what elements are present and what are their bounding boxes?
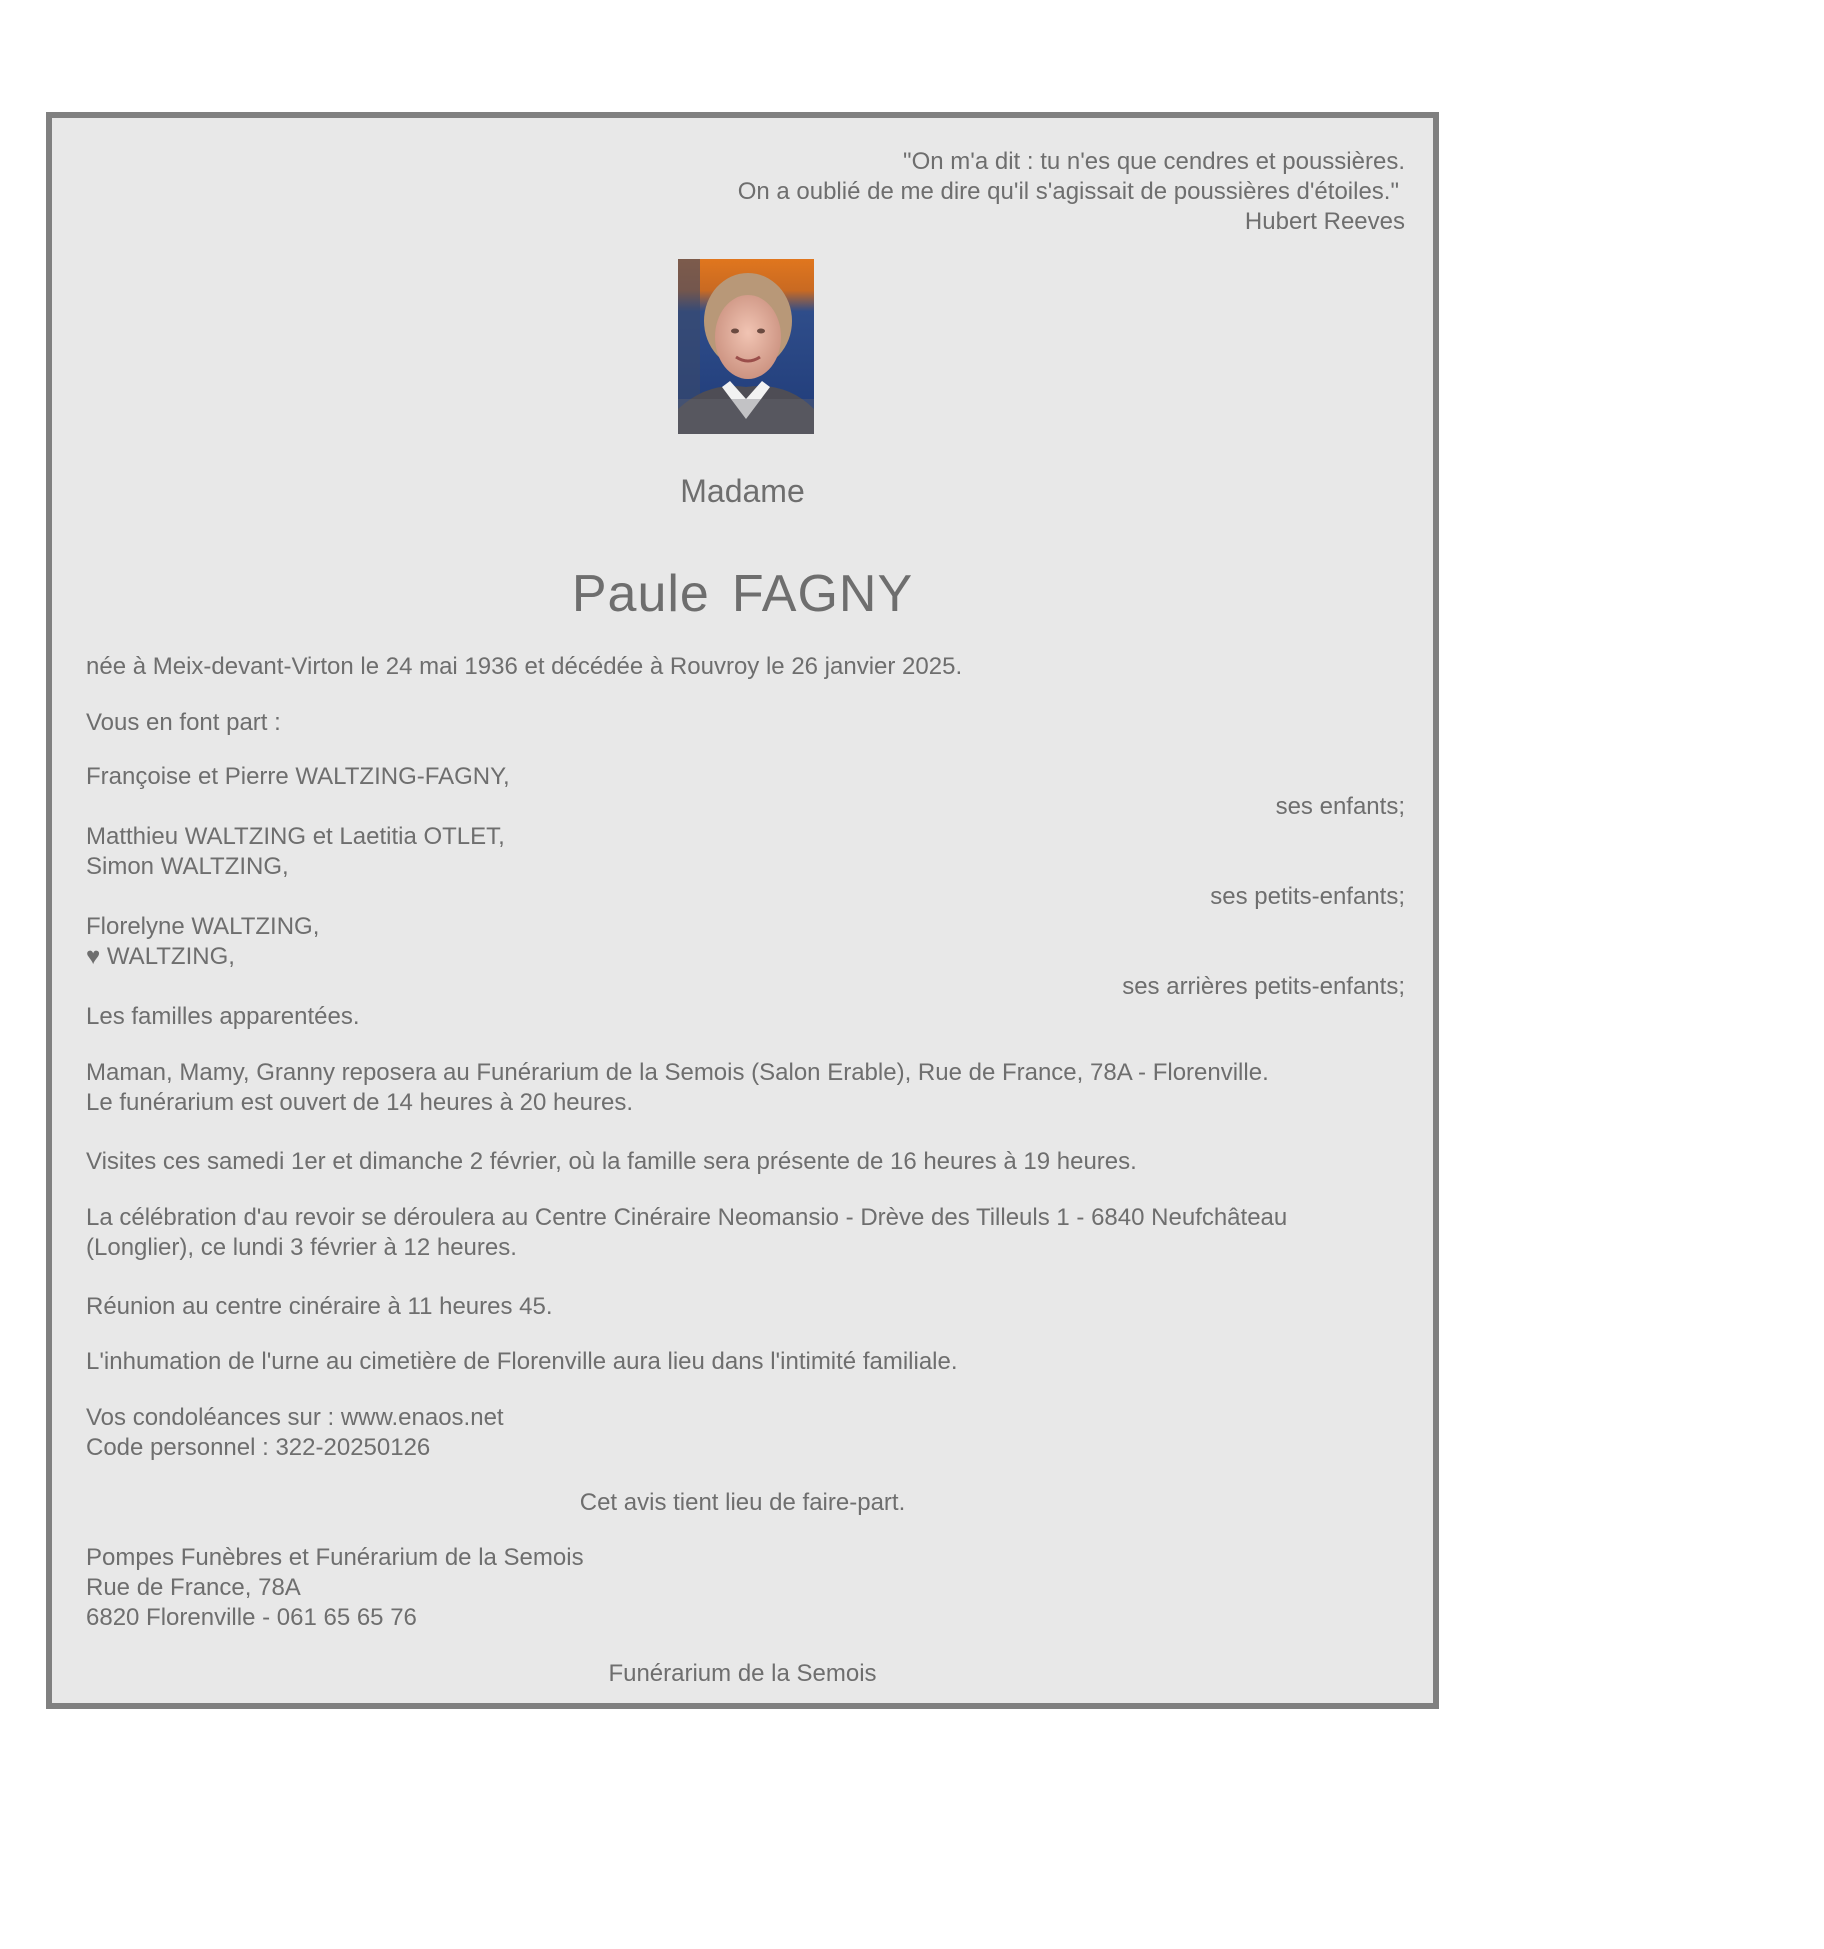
great-grandchild-line-1: Florelyne WALTZING, [86,913,320,940]
honorific-title: Madame [680,473,805,509]
portrait-photo [678,259,814,434]
quote-author: Hubert Reeves [1244,208,1405,235]
great-grandchildren-label: ses arrières petits-enfants; [1122,973,1405,1000]
ceremony-line-2: (Longlier), ce lundi 3 février à 12 heures. [86,1234,517,1261]
grandchild-line-1: Matthieu WALTZING et Laetitia OTLET, [86,823,505,850]
quote-line-1: "On m'a dit : tu n'es que cendres et poussières. [903,148,1405,175]
rest-line-2: Le funérarium est ouvert de 14 heures à 20 heures. [86,1089,634,1116]
condolences-line-1: Vos condoléances sur : www.enaos.net [86,1404,504,1431]
funeral-home-city-phone: 6820 Florenville - 061 65 65 76 [86,1604,417,1631]
birth-death-line: née à Meix-devant-Virton le 24 mai 1936 et décédée à Rouvroy le 26 janvier 2025. [86,653,963,680]
deceased-name [52,564,1433,624]
funeral-home-signature: Funérarium de la Semois [608,1660,877,1687]
meeting-line: Réunion au centre cinéraire à 11 heures 45. [86,1293,553,1320]
visits-line: Visites ces samedi 1er et dimanche 2 février, où la famille sera présente de 16 heures à 19 heures. [86,1148,1137,1175]
obituary-card [46,112,1439,1709]
burial-line: L'inhumation de l'urne au cimetière de Florenville aura lieu dans l'intimité familiale. [86,1348,958,1375]
funeral-home-address: Rue de France, 78A [86,1574,301,1601]
deceased-first-name: Paule [571,565,710,623]
great-grandchild-line-2: ♥ WALTZING, [86,943,235,970]
condolences-line-2: Code personnel : 322-20250126 [86,1434,431,1461]
grandchildren-label: ses petits-enfants; [1210,883,1405,910]
quote-line-2: On a oublié de me dire qu'il s'agissait de poussières d'étoiles." [737,178,1399,205]
children-label: ses enfants; [1275,793,1405,820]
deceased-last-name: FAGNY [731,565,914,623]
grandchild-line-2: Simon WALTZING, [86,853,289,880]
child-line: Françoise et Pierre WALTZING-FAGNY, [86,763,510,790]
family-intro: Vous en font part : [86,709,281,736]
rest-line-1: Maman, Mamy, Granny reposera au Funérarium de la Semois (Salon Erable), Rue de France, 78A - Florenville. [86,1059,1269,1086]
ceremony-line-1: La célébration d'au revoir se déroulera au Centre Cinéraire Neomansio - Drève des Tilleuls 1 - 6840 Neufchâteau [86,1204,1288,1231]
notice-line: Cet avis tient lieu de faire-part. [579,1489,906,1516]
relatives-line: Les familles apparentées. [86,1003,360,1030]
funeral-home-name: Pompes Funèbres et Funérarium de la Semois [86,1544,584,1571]
